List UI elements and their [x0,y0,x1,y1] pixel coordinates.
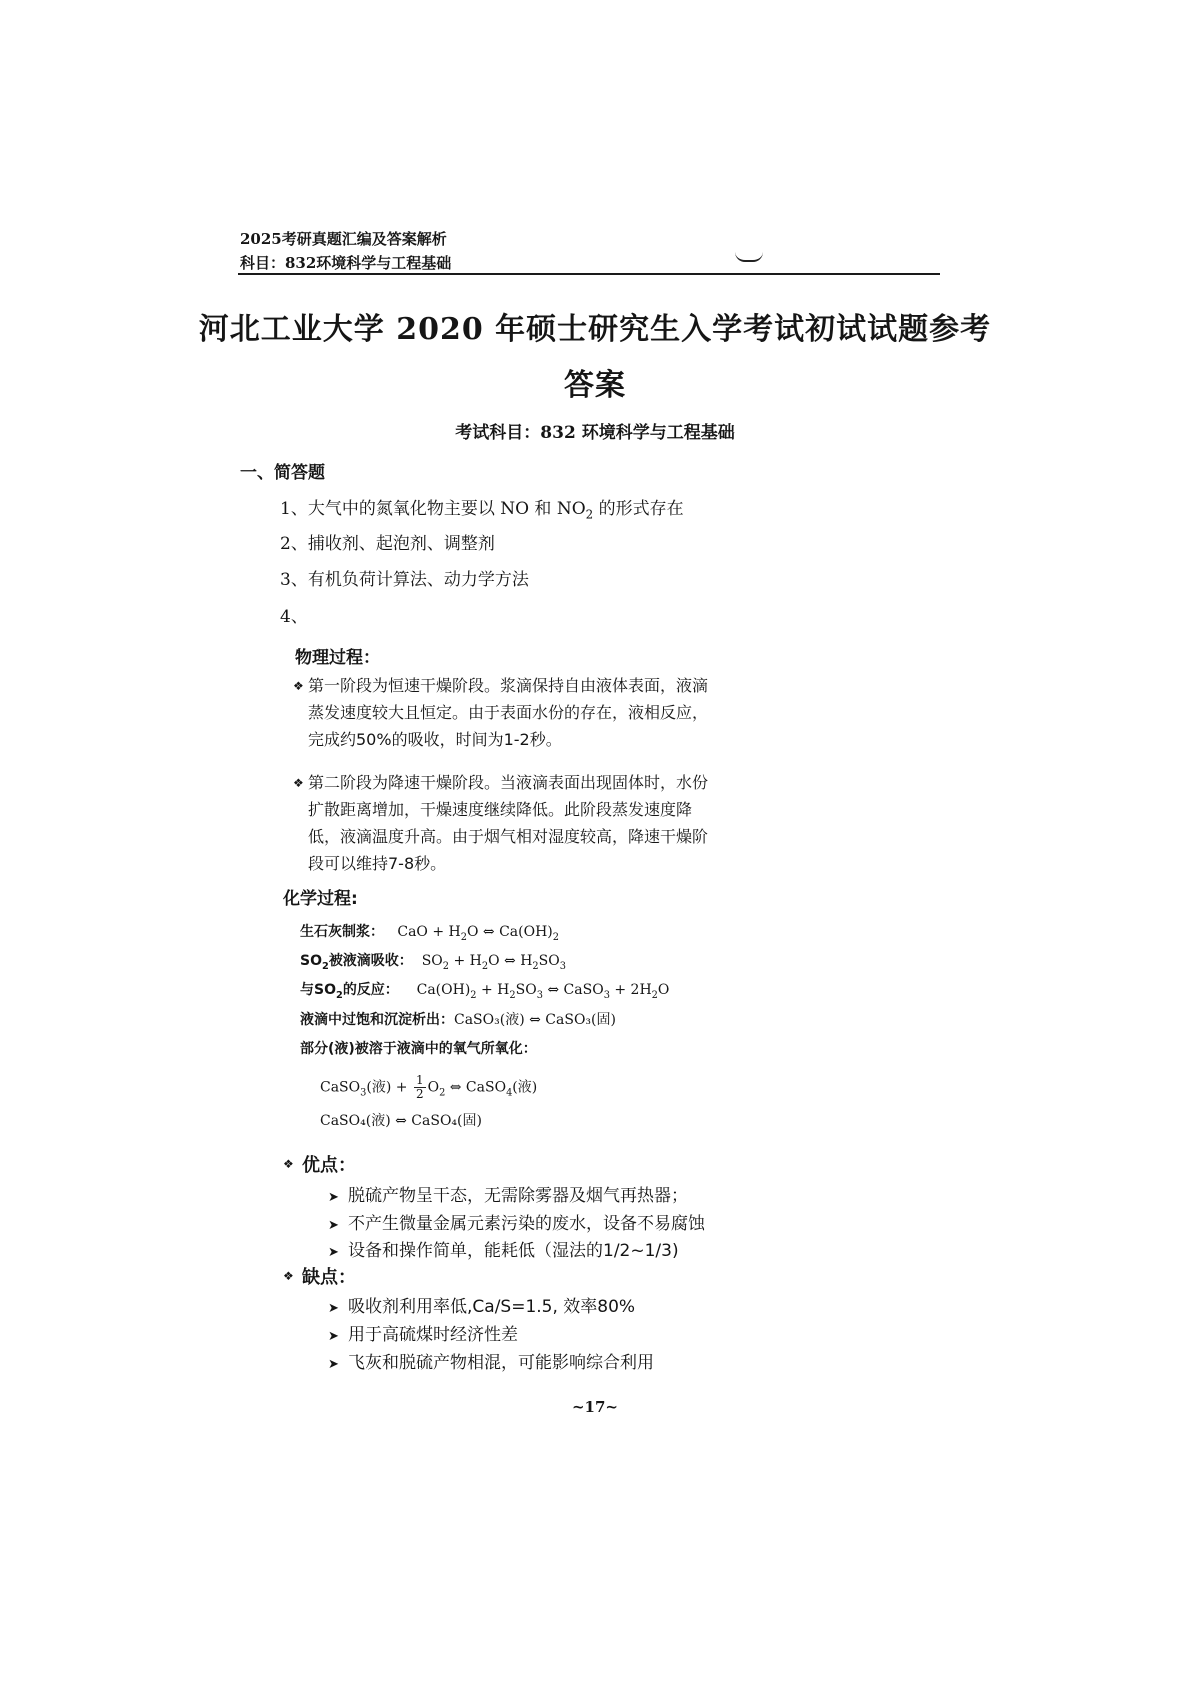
diamond-bullet-icon: ❖ [283,1269,294,1283]
fraction-one-half: $\frac{1}{2}$ [415,1073,424,1101]
cons-item: ➤ 飞灰和脱硫产物相混，可能影响综合利用 [328,1353,654,1373]
physical-stage-2: 第二阶段为降速干燥阶段。当液滴表面出现固体时，水份扩散距离增加，干燥速度继续降低。此阶段蒸发速度降低，液滴温度升高。由于烟气相对湿度较高，降速干燥阶段可以维持7-8秒。 [308,773,709,873]
diamond-bullet-icon: ❖ [283,1157,294,1171]
pros-heading: 优点： [302,1155,356,1176]
document-title-line2: 答案 [564,368,626,403]
equation-caso4: CaSO₄(液) ⇔ CaSO₄(固) [320,1113,482,1129]
equation-so2-reaction: 与$SO_2$的反应： $Ca(OH)_2 + H_2SO_3$ ⇔ CaSO$_3$ + $2H_2O$ [300,982,670,1001]
pros-item: ➤ 不产生微量金属元素污染的废水，设备不易腐蚀 [328,1214,705,1234]
page-number: ~17~ [571,1398,618,1416]
answer-item-1: 1、大气中的氮氧化物主要以 NO 和 $NO_2$ 的形式存在 [280,499,684,522]
physical-process-heading: 物理过程： [295,648,380,668]
exam-subject: 考试科目：832 环境科学与工程基础 [455,423,735,443]
chemical-process-heading: 化学过程: [283,889,358,909]
arrow-bullet-icon: ➤ [328,1301,339,1316]
answer-item-4: 4、 [280,607,308,627]
physical-stage-1: 第一阶段为恒速干燥阶段。浆滴保持自由液体表面，液滴蒸发速度较大且恒定。由于表面水份的存在，液相反应，完成约50%的吸收，时间为1-2秒。 [308,676,709,749]
diamond-bullet-icon: ❖ [293,776,304,790]
cons-heading: 缺点： [302,1267,356,1288]
header-rule [238,273,940,275]
equation-label: 的反应： [342,982,399,998]
cons-item: ➤ 用于高硫煤时经济性差 [328,1325,518,1345]
document-title-line1: 河北工业大学 2020 年硕士研究生入学考试初试试题参考 [198,312,992,347]
header-curve-mark [735,252,763,262]
arrow-bullet-icon: ➤ [328,1329,339,1344]
equation-precipitation: 液滴中过饱和沉淀析出：CaSO₃(液) ⇔ CaSO₃(固) [300,1012,616,1028]
equation-label: 被液滴吸收： [328,953,413,969]
answer-item-3: 3、有机负荷计算法、动力学方法 [280,570,529,590]
cons-item: ➤ 吸收剂利用率低,Ca/S=1.5, 效率80% [328,1297,636,1317]
answer-item-2: 2、捕收剂、起泡剂、调整剂 [280,534,495,554]
arrow-bullet-icon: ➤ [328,1190,339,1205]
section-heading: 一、简答题 [240,463,325,483]
diamond-bullet-icon: ❖ [293,679,304,693]
equation-label: 生石灰制浆： [300,924,384,940]
equation-oxidation-label: 部分(液)被溶于液滴中的氧气所氧化： [300,1041,537,1057]
arrow-bullet-icon: ➤ [328,1218,339,1233]
header-series-title: 2025考研真题汇编及答案解析 [240,230,447,248]
pros-item: ➤ 脱硫产物呈干态，无需除雾器及烟气再热器； [328,1186,688,1206]
equation-quicklime: 生石灰制浆： CaO + $H_2O$ ⇔ $Ca(OH)_2$ [300,924,559,943]
arrow-bullet-icon: ➤ [328,1357,339,1372]
pros-item: ➤ 设备和操作简单，能耗低（湿法的1/2~1/3) [328,1241,679,1261]
equation-so2-absorption: $SO_2$被液滴吸收： $SO_2 + H_2O$ ⇔ $H_2SO_3$ [300,953,566,972]
arrow-bullet-icon: ➤ [328,1245,339,1260]
header-subject: 科目：832环境科学与工程基础 [240,254,452,272]
equation-oxidation: CaSO$_3$(液) + $\frac{1}{2}$ $O_2$ ⇔ CaSO$_4$(液) [320,1073,538,1101]
equation-label: 液滴中过饱和沉淀析出： [300,1012,454,1028]
